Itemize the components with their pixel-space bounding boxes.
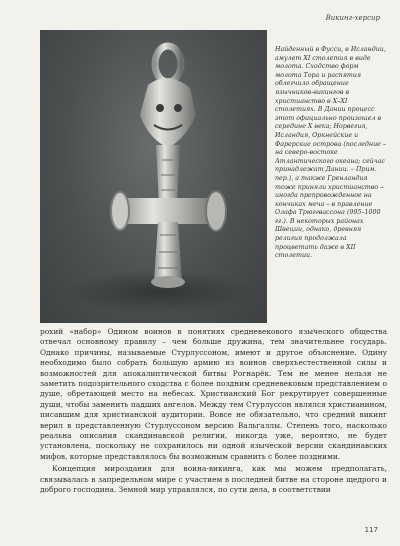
paragraph: Концепция мироздания для воина-викинга, как мы можем предполагать, связывалась в запредельном мире с участием в последней битве на стороне щедрого и доброго господина. Земной мир управлялся, по сути дела, в соответствии	[40, 464, 387, 495]
amulet-photo	[40, 30, 267, 323]
thor-hammer-amulet-icon	[40, 30, 267, 323]
figure-caption: Найденный в Фусси, в Исландии, амулет XI столетия в виде молота. Сходство форм молота Тора и распятия облегчило обращение язычников-викингов в христианство в X–XI столетиях. В Дании процесс этот официально произошел в середине X века; Норвегия, Исландия, Оркнейские и Фарерские острова (последние – на северо-востоке Атлантического океана; сейчас принадлежат Дании. – Прим. пер.), а также Гренландия тоже приняли христианство – иногда препровожденное на кончиках меча – в правление Олафа Трюггвассона (995–1000 гг.). В некоторых районах Швеции, однако, древняя религия продолжала процветать даже в XII столетии.	[275, 46, 387, 260]
paragraph: рохий «набор» Одином воинов в понятиях средневекового языческого общества отвечал основному правилу – чем больше дружина, тем значительнее государь. Однако причины, называемые Стурлуссоном, имеют и другое объяснение. Одину необходимо было собрать большую армию из воинов сверхъестественной силы и возможностей для апокалиптической битвы Рогнарёк. Тем не менее нельзя не заметить подозрительного сходства с более поздним средневековым представлением о душе, обретающей место на небесах. Христианский Бог рекрутирует совершенные души, чтобы заменить падших ангелов. Между тем Стурлуссон являлся христианином, писавшим для христианской аудитории. Вовсе не обязательно, что средний викинг верил в представленную Стурлуссоном версию Вальгаллы. Степень того, насколько реальна описания скандинавской религии, никогда уже, вероятно, не будет установлена, поскольку не сохранилось ни одной языческой версии скандинавских мифов, которые представлялось бы возможным сравнить с более поздними.	[40, 327, 387, 461]
running-header: Викинг-херсир	[325, 14, 380, 22]
page-number: 117	[364, 526, 378, 534]
main-text	[40, 327, 387, 496]
